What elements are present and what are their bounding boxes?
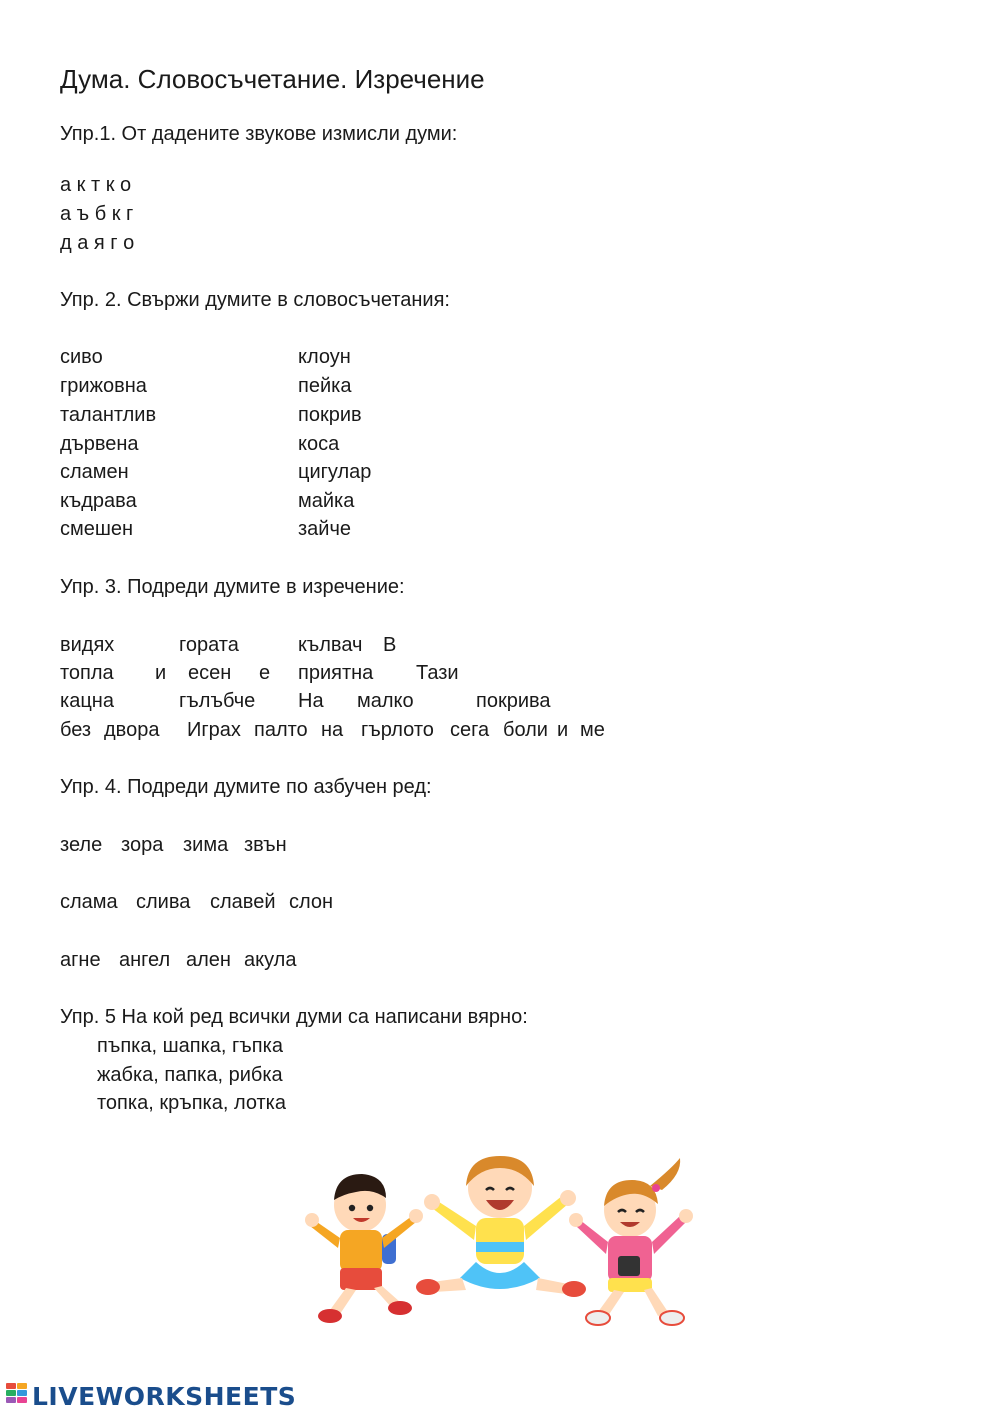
ex3-word: На: [298, 690, 324, 712]
ex3-word: и: [155, 662, 167, 684]
ex2-right-word: покрив: [298, 404, 362, 426]
ex4-word: славей: [210, 891, 276, 913]
ex3-word: без: [60, 719, 92, 741]
ex3-word: гълъбче: [179, 690, 256, 712]
ex1-row: д а я г о: [60, 232, 135, 254]
ex2-right-word: зайче: [298, 518, 352, 540]
ex4-word: зеле: [60, 834, 103, 856]
ex3-word: сега: [450, 719, 490, 741]
ex3-word: палто: [254, 719, 308, 741]
ex3-word: ме: [580, 719, 605, 741]
ex3-heading: Упр. 3. Подреди думите в изречение:: [60, 576, 405, 598]
ex3-word: Тази: [416, 662, 459, 684]
ex4-word: акула: [244, 949, 297, 971]
ex2-right-word: майка: [298, 490, 355, 512]
ex5-row: пъпка, шапка, гъпка: [97, 1035, 283, 1057]
ex2-left-word: грижовна: [60, 375, 147, 397]
ex2-heading: Упр. 2. Свържи думите в словосъчетания:: [60, 289, 450, 311]
ex5-row: жабка, папка, рибка: [97, 1064, 283, 1086]
jumping-children-illustration: [300, 1150, 700, 1340]
ex2-right-word: пейка: [298, 375, 352, 397]
middle-child-figure: [416, 1156, 586, 1297]
right-girl-figure: [569, 1158, 693, 1325]
ex4-word: агне: [60, 949, 101, 971]
liveworksheets-logo-icon: [6, 1383, 28, 1409]
ex3-word: на: [321, 719, 344, 741]
ex4-heading: Упр. 4. Подреди думите по азбучен ред:: [60, 776, 432, 798]
ex2-right-word: цигулар: [298, 461, 372, 483]
ex3-word: боли: [503, 719, 548, 741]
ex5-heading: Упр. 5 На кой ред всички думи са написани вярно:: [60, 1006, 528, 1028]
ex3-word: кълвач: [298, 634, 363, 656]
boy-figure: [305, 1174, 423, 1323]
ex4-word: зора: [121, 834, 164, 856]
brand-name: LIVEWORKSHEETS: [32, 1381, 297, 1411]
ex4-word: слива: [136, 891, 191, 913]
ex4-word: ангел: [119, 949, 171, 971]
ex2-left-word: смешен: [60, 518, 134, 540]
ex2-right-word: клоун: [298, 346, 351, 368]
ex3-word: и: [557, 719, 569, 741]
ex1-heading: Упр.1. От дадените звукове измисли думи:: [60, 123, 458, 145]
ex3-word: топла: [60, 662, 114, 684]
ex3-word: Играх: [187, 719, 241, 741]
ex4-word: звън: [244, 834, 287, 856]
ex3-word: В: [383, 634, 397, 656]
liveworksheets-brand: [6, 1380, 296, 1412]
ex4-word: зима: [183, 834, 229, 856]
ex2-left-word: дървена: [60, 433, 139, 455]
ex1-row: а ъ б к г: [60, 203, 134, 225]
ex4-word: ален: [186, 949, 231, 971]
page-title: Дума. Словосъчетание. Изречение: [60, 64, 485, 94]
ex3-word: приятна: [298, 662, 374, 684]
ex3-word: есен: [188, 662, 232, 684]
ex3-word: двора: [104, 719, 160, 741]
ex3-word: видях: [60, 634, 115, 656]
ex3-word: малко: [357, 690, 414, 712]
ex2-left-word: къдрава: [60, 490, 137, 512]
ex2-left-word: сиво: [60, 346, 103, 368]
ex2-left-word: сламен: [60, 461, 129, 483]
ex3-word: покрива: [476, 690, 551, 712]
ex4-word: слон: [289, 891, 334, 913]
ex2-left-word: талантлив: [60, 404, 157, 426]
ex2-right-word: коса: [298, 433, 340, 455]
ex3-word: гората: [179, 634, 239, 656]
ex1-row: а к т к о: [60, 174, 132, 196]
ex3-word: кацна: [60, 690, 114, 712]
ex4-word: слама: [60, 891, 118, 913]
ex3-word: гърлото: [361, 719, 434, 741]
ex3-word: е: [259, 662, 271, 684]
ex5-row: топка, кръпка, лотка: [97, 1092, 286, 1114]
